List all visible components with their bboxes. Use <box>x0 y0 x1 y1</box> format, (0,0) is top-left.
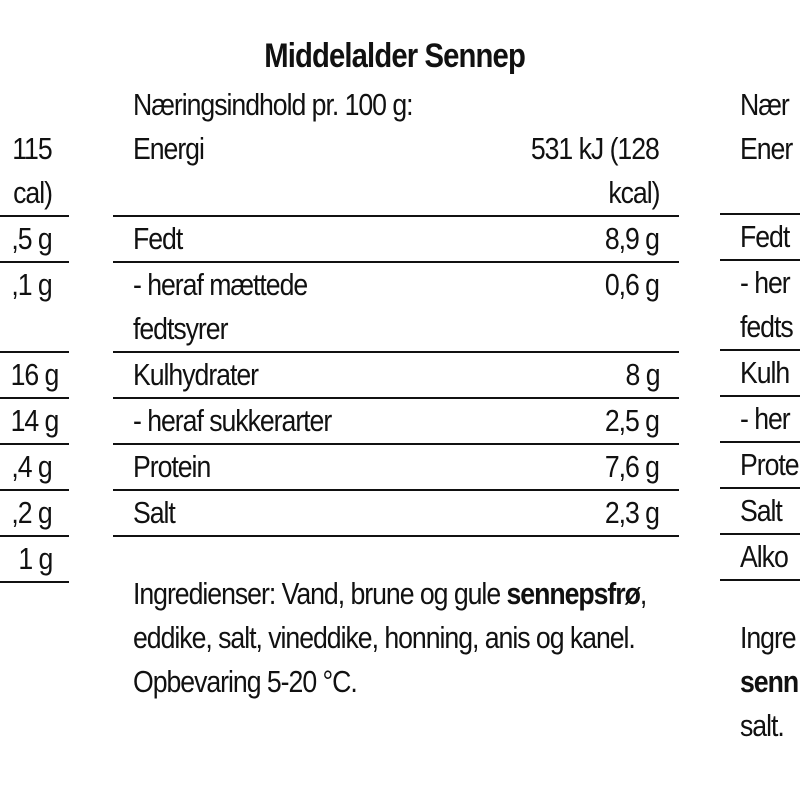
table-row <box>113 444 679 490</box>
left-value: ,1 g <box>0 263 69 353</box>
salt-label: Salt <box>113 490 433 536</box>
protein-label: Protein <box>113 444 433 490</box>
fat-value: 8,9 g <box>433 216 679 262</box>
left-value: ,4 g <box>0 445 69 491</box>
left-value: ,5 g <box>0 217 69 263</box>
right-energy-label: Ener <box>720 127 800 215</box>
ingredients-text <box>133 572 649 704</box>
left-partial-panel <box>0 127 69 583</box>
right-row-label: Alko <box>720 535 800 581</box>
sugars-label: - heraf sukkerarter <box>113 398 433 444</box>
carbohydrate-label: Kulhydrater <box>113 352 433 398</box>
right-row-label: Kulh <box>720 351 800 397</box>
table-row <box>113 398 679 444</box>
nutrition-header: Næringsindhold pr. 100 g: <box>133 87 413 122</box>
ingredients-rest: , eddike, salt, vineddike, honning, anis og kanel. Opbevaring 5-20 °C. <box>133 576 647 699</box>
right-header: Nær <box>740 87 789 122</box>
saturated-fat-label: - heraf mættede fedtsyrer <box>113 262 433 352</box>
nutrition-table <box>113 127 679 537</box>
right-ingredients-line: senn <box>740 664 799 699</box>
table-row <box>113 352 679 398</box>
table-row <box>113 262 679 352</box>
right-row-label: - her fedts <box>720 261 800 351</box>
right-ingredients-line: Ingre <box>740 620 796 655</box>
right-row-label: Salt <box>720 489 800 535</box>
left-value: 1 g <box>0 537 69 583</box>
left-energy-value: 115 cal) <box>0 127 69 217</box>
energy-label: Energi <box>113 127 433 216</box>
left-value: 14 g <box>0 399 69 445</box>
product-title: Middelalder Sennep <box>264 37 526 75</box>
table-row <box>113 127 679 216</box>
allergen-highlight: sennepsfrø <box>506 576 640 611</box>
sugars-value: 2,5 g <box>433 398 679 444</box>
table-row <box>113 216 679 262</box>
ingredients-prefix: Ingredienser: Vand, brune og gule <box>133 576 507 611</box>
protein-value: 7,6 g <box>433 444 679 490</box>
right-row-label: Fedt <box>720 215 800 261</box>
table-row <box>113 490 679 536</box>
fat-label: Fedt <box>113 216 433 262</box>
carbohydrate-value: 8 g <box>433 352 679 398</box>
energy-value: 531 kJ (128 kcal) <box>433 127 679 216</box>
right-ingredients <box>740 616 800 748</box>
right-partial-panel <box>720 83 800 581</box>
salt-value: 2,3 g <box>433 490 679 536</box>
right-row-label: - her <box>720 397 800 443</box>
right-row-label: Prote <box>720 443 800 489</box>
left-value: 16 g <box>0 353 69 399</box>
saturated-fat-value: 0,6 g <box>433 262 679 352</box>
right-ingredients-line: salt. <box>740 708 784 743</box>
left-value: ,2 g <box>0 491 69 537</box>
